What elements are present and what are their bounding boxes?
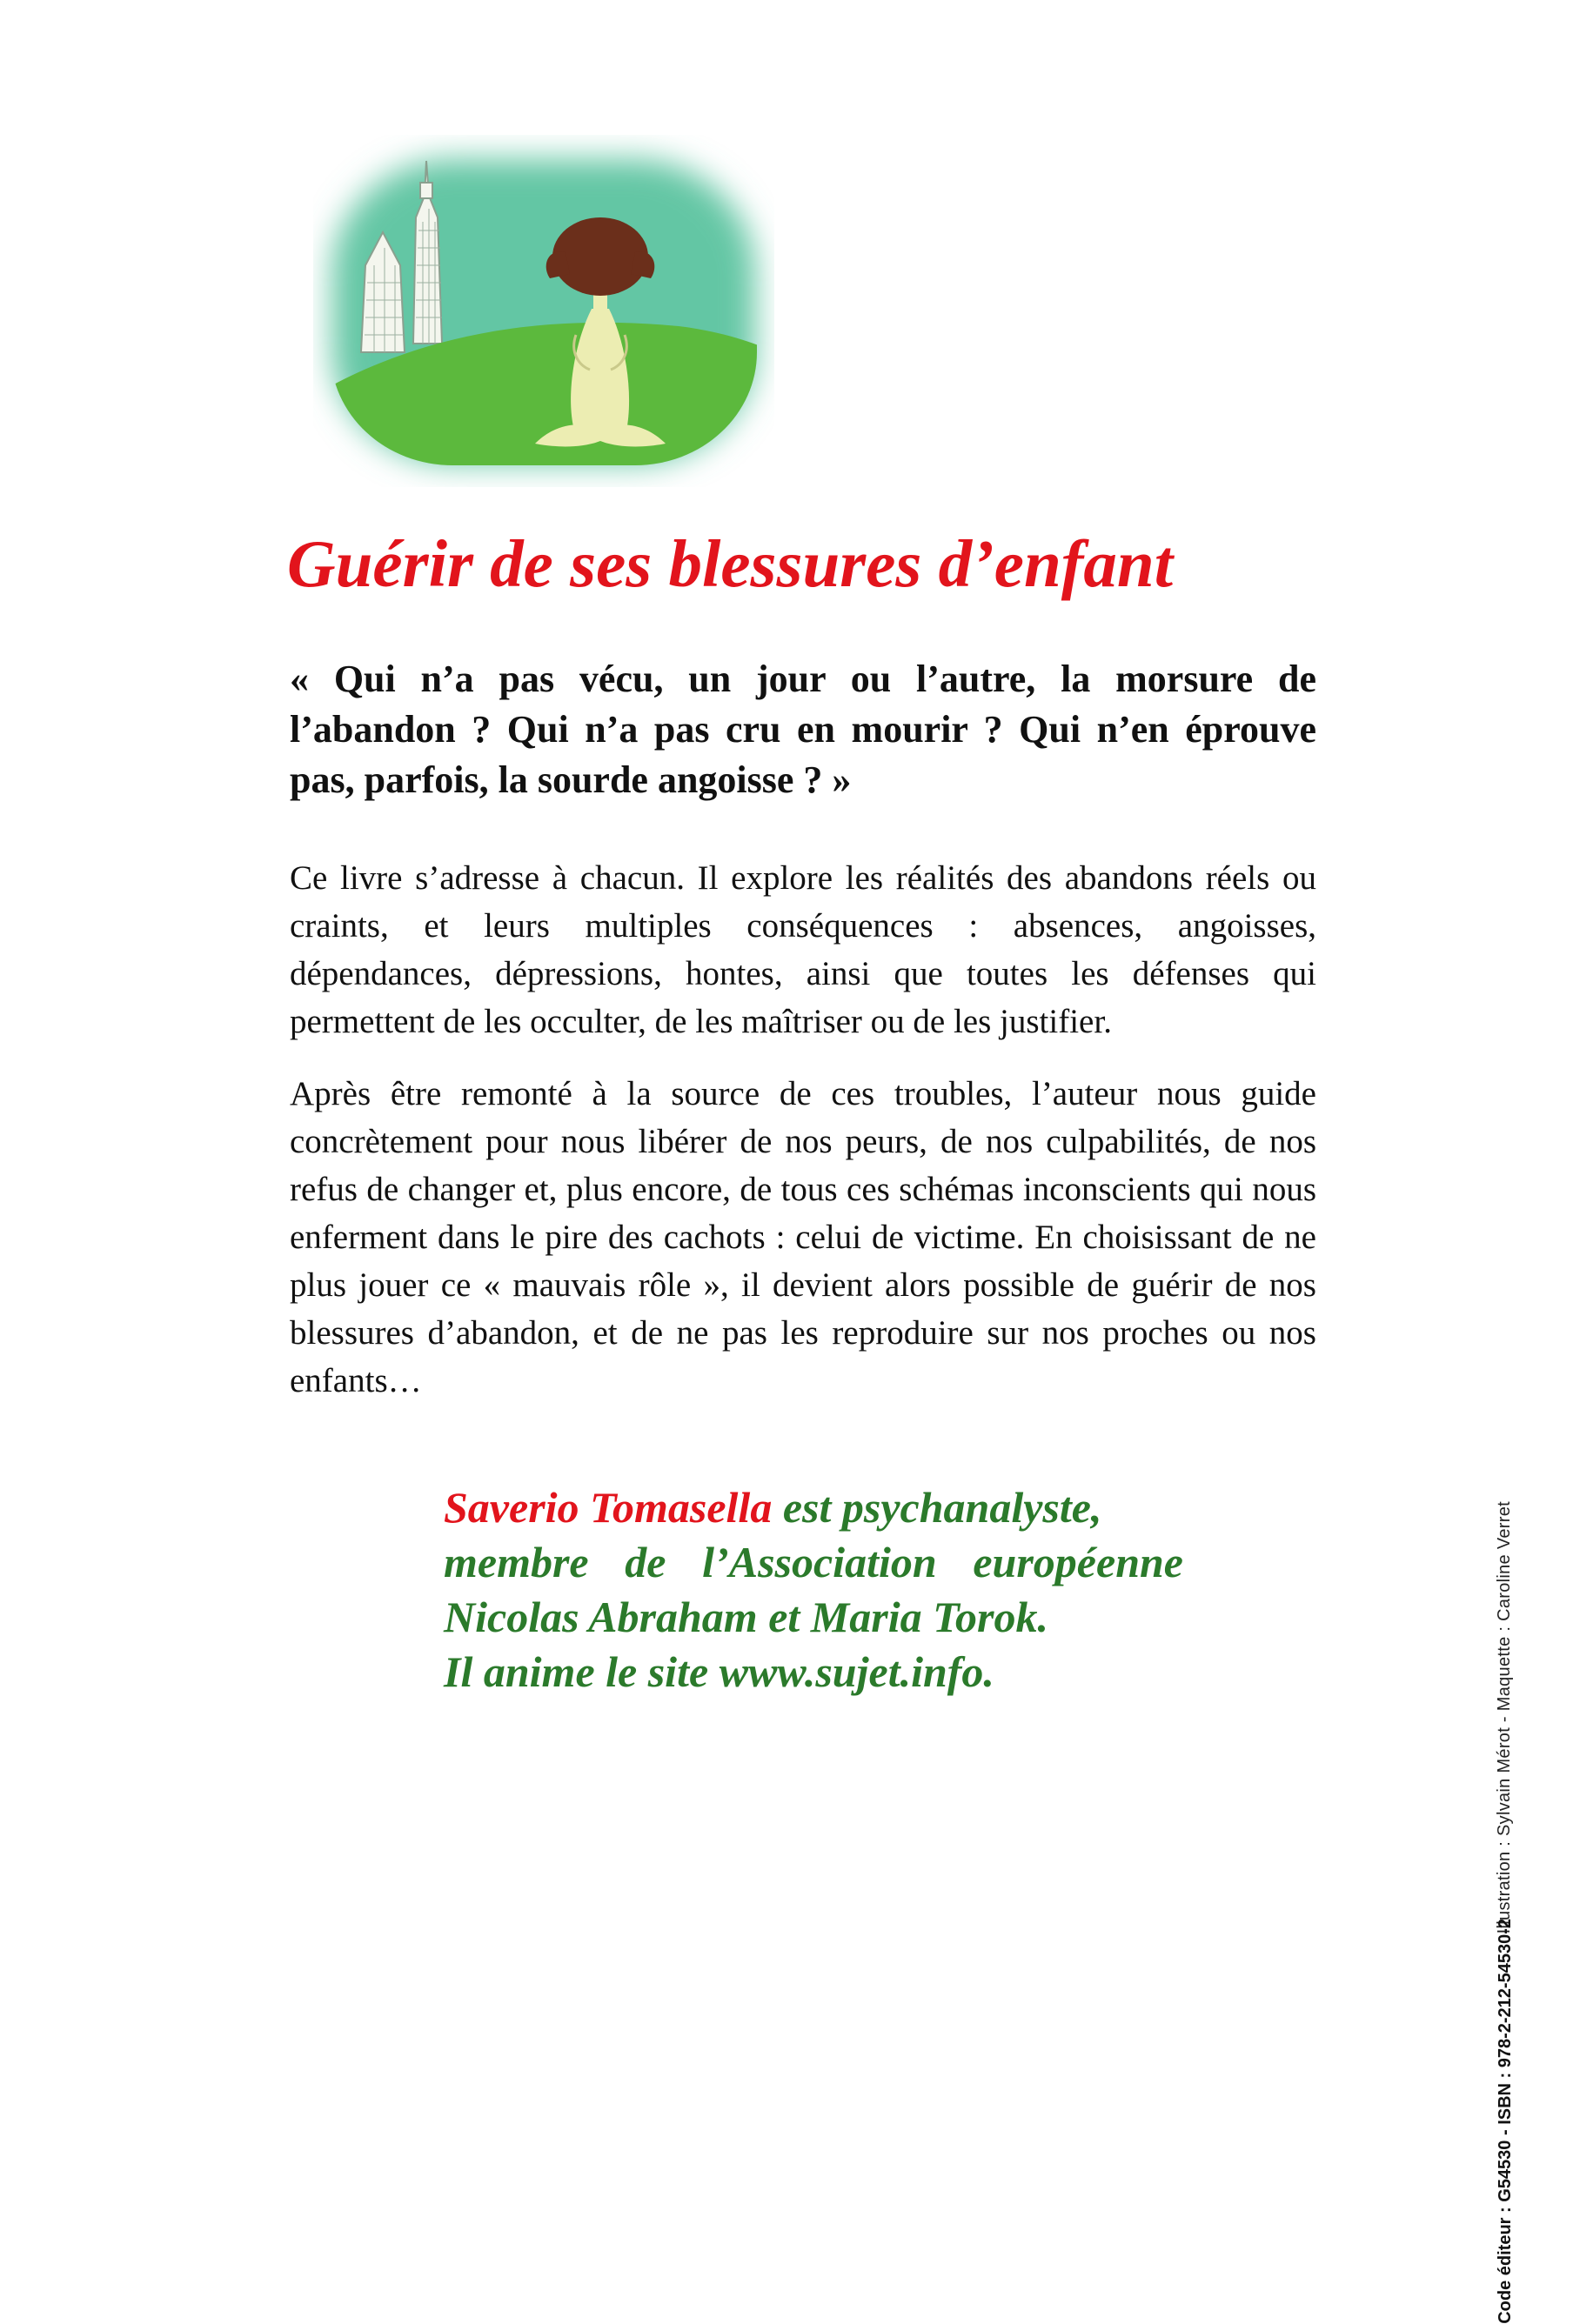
illustration-credits: Illustration : Sylvain Mérot - Maquette : Caroline Verret — [1495, 1501, 1514, 1934]
isbn-codes: Code éditeur : G54530 - ISBN : 978-2-212-54530-2 — [1496, 1919, 1515, 2324]
author-bio-line-4: Il anime le site www.sujet.info. — [444, 1647, 994, 1696]
description-paragraph-2: Après être remonté à la source de ces troubles, l’auteur nous guide concrètement pour nous libérer de nos peurs, de nos culpabilités, de nos refus de changer et, plus encore, de tous ces schémas inconscients qui nous enferment dans le pire des cachots : celui de victime. En choisissant de ne plus jouer ce « mauvais rôle », il devient alors possible de guérir de nos blessures d’abandon, et de ne pas les reproduire sur nos proches ou nos enfants… — [290, 1075, 1316, 1399]
author-name: Saverio Tomasella — [444, 1483, 773, 1532]
book-title: Guérir de ses blessures d’enfant — [287, 526, 1174, 601]
author-bio-line-1 — [444, 1480, 1183, 1535]
author-bio-line-2: membre de l’Association européenne — [444, 1538, 1183, 1586]
author-bio — [444, 1480, 1183, 1700]
description-paragraph-1: Ce livre s’adresse à chacun. Il explore les réalités des abandons réels ou craints, et leurs multiples conséquences : absences, angoisses, dépendances, dépressions, hontes, ainsi que toutes les défenses qui permettent de les occulter, de les maîtriser ou de les justifier. — [290, 859, 1316, 1040]
girl-facing-city-illustration — [313, 135, 774, 487]
pull-quote: « Qui n’a pas vécu, un jour ou l’autre, la morsure de l’abandon ? Qui n’a pas cru en mourir ? Qui n’en éprouve pas, parfois, la sourde angoisse ? » — [290, 658, 1316, 801]
author-bio-line-3: Nicolas Abraham et Maria Torok. — [444, 1593, 1048, 1641]
author-bio-line-1-rest: est psychanalyste, — [772, 1483, 1102, 1532]
cover-illustration — [313, 135, 774, 487]
